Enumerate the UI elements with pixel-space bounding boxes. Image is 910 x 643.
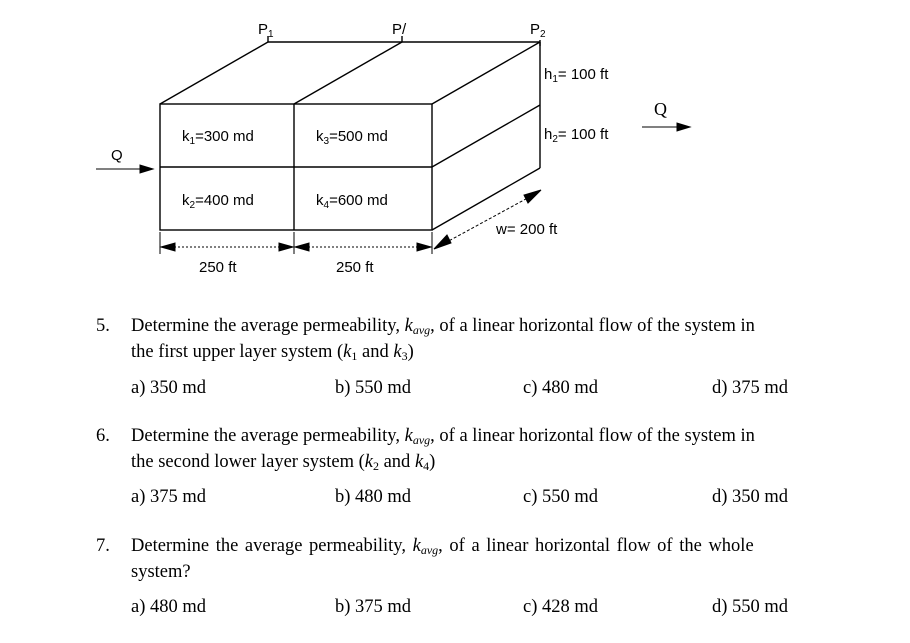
question-line-2: the first upper layer system (k1 and k3) <box>131 342 414 363</box>
flow-in-label: Q <box>111 147 123 164</box>
reservoir-block-diagram <box>0 0 910 300</box>
question-number: 7. <box>96 536 110 556</box>
width-label: w= 200 ft <box>496 221 558 238</box>
k1-label: $k_1=300$ md <box>182 128 254 147</box>
k2-label: $k_2=400$ md <box>182 192 254 211</box>
question-line-2: the second lower layer system (k2 and k4) <box>131 452 436 473</box>
p-prime-label: P/ <box>392 21 407 38</box>
option-d[interactable]: d) 550 md <box>712 597 789 617</box>
option-a[interactable]: a) 375 md <box>131 487 207 507</box>
option-d[interactable]: d) 350 md <box>712 487 789 507</box>
question-line-2: system? <box>131 562 191 582</box>
p2-label: $P_2$ <box>530 21 546 40</box>
flow-out-label: Q <box>654 99 667 119</box>
option-d[interactable]: d) 375 md <box>712 378 789 398</box>
option-b[interactable]: b) 375 md <box>335 597 412 617</box>
question-line-1: Determine the average permeability, kavg, of a linear horizontal flow of the whole <box>131 536 754 557</box>
question-line-1: Determine the average permeability, kavg, of a linear horizontal flow of the system in <box>131 426 755 447</box>
option-c[interactable]: c) 428 md <box>523 597 599 617</box>
length-2-label: 250 ft <box>336 259 374 276</box>
question-number: 5. <box>96 316 110 336</box>
question-number: 6. <box>96 426 110 446</box>
question-line-1: Determine the average permeability, kavg, of a linear horizontal flow of the system in <box>131 316 755 337</box>
p1-label: $P_1$ <box>258 21 274 40</box>
k4-label: $k_4=600$ md <box>316 192 388 211</box>
option-c[interactable]: c) 480 md <box>523 378 599 398</box>
h1-label: $h_1= 100$ ft <box>544 66 609 85</box>
option-a[interactable]: a) 350 md <box>131 378 207 398</box>
k3-label: $k_3=500$ md <box>316 128 388 147</box>
h2-label: $h_2= 100$ ft <box>544 126 609 145</box>
length-1-label: 250 ft <box>199 259 237 276</box>
option-c[interactable]: c) 550 md <box>523 487 599 507</box>
option-b[interactable]: b) 550 md <box>335 378 412 398</box>
option-a[interactable]: a) 480 md <box>131 597 207 617</box>
option-b[interactable]: b) 480 md <box>335 487 412 507</box>
